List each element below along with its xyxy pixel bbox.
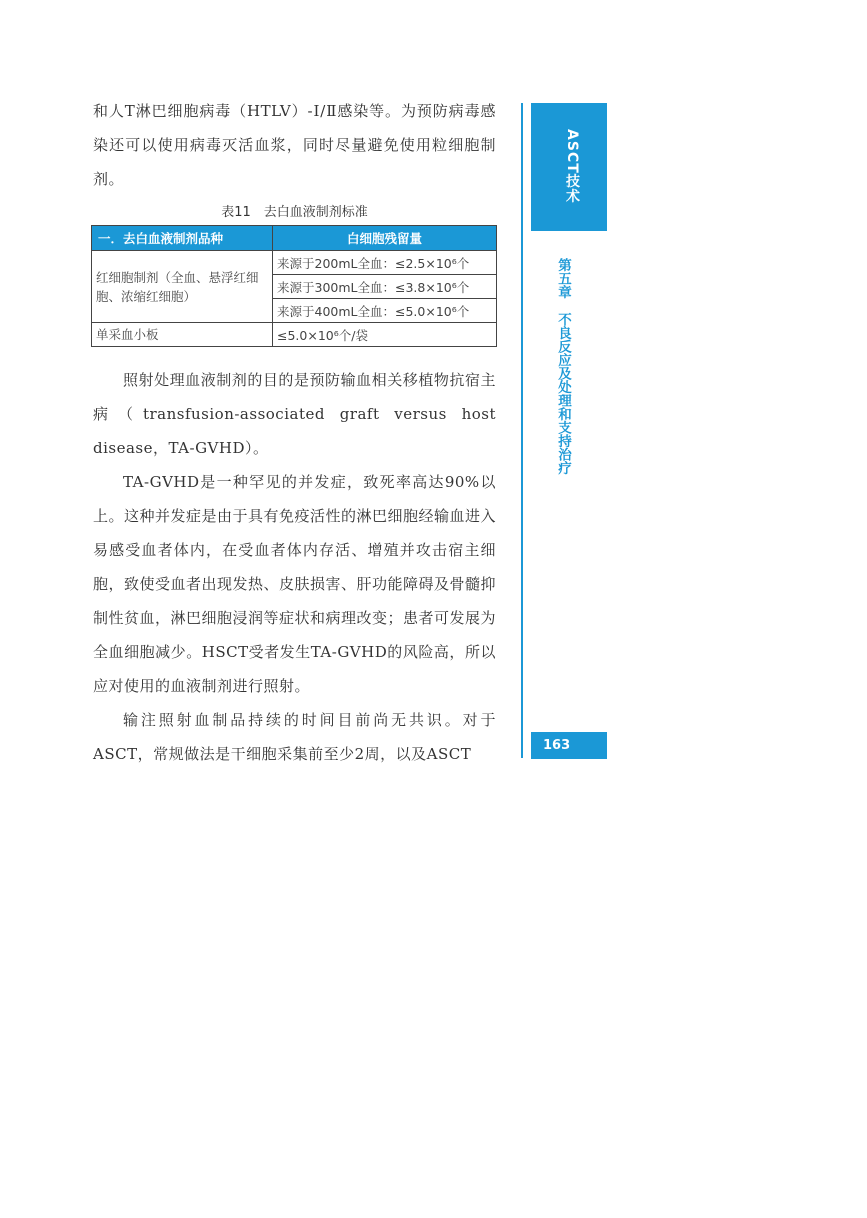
section-tab	[531, 103, 607, 231]
intro-paragraph-text: 和人T淋巴细胞病毒（HTLV）-Ⅰ/Ⅱ感染等。为预防病毒感染还可以使用病毒灭活血浆，同时尽量避免使用粒细胞制剂。	[93, 102, 496, 188]
header-category: 一．去白血液制剂品种	[92, 226, 273, 251]
body-text	[93, 363, 496, 771]
chapter-title: 不良反应及处理和支持治疗	[555, 312, 571, 475]
intro-paragraph	[93, 94, 496, 196]
row2-category: 单采血小板	[92, 323, 273, 347]
table-caption: 表11 去白血液制剂标准	[221, 205, 368, 220]
sidebar-divider	[521, 103, 523, 758]
row2-value: ≤5.0×10⁶个/袋	[273, 323, 497, 347]
section-title: ASCT技术	[564, 129, 580, 204]
paragraph-irradiation: 照射处理血液制剂的目的是预防输血相关移植物抗宿主病（transfusion-associated graft versus host disease，TA-GVHD）。	[93, 371, 496, 457]
paragraph-ta-gvhd: TA-GVHD是一种罕见的并发症，致死率高达90%以上。这种并发症是由于具有免疫活性的淋巴细胞经输血进入易感受血者体内，在受血者体内存活、增殖并攻击宿主细胞，致使受血者出现发热、皮肤损害、肝功能障碍及骨髓抑制性贫血，淋巴细胞浸润等症状和病理改变；患者可发展为全血细胞减少。HSCT受者发生TA-GVHD的风险高，所以应对使用的血液制剂进行照射。	[93, 473, 497, 695]
paragraph-infusion: 输注照射血制品持续的时间目前尚无共识。对于ASCT，常规做法是干细胞采集前至少2周，以及ASCT	[93, 711, 496, 763]
leukoreduced-blood-table	[91, 225, 497, 347]
page-number: 163	[531, 732, 607, 759]
chapter-heading	[555, 258, 571, 475]
row1-category: 红细胞制剂（全血、悬浮红细胞、浓缩红细胞）	[92, 251, 273, 323]
row1-value-1: 来源于200mL全血：≤2.5×10⁶个	[273, 251, 497, 275]
header-value: 白细胞残留量	[273, 226, 497, 251]
row1-value-3: 来源于400mL全血：≤5.0×10⁶个	[273, 299, 497, 323]
table-row	[92, 251, 497, 275]
chapter-number: 第五章	[555, 258, 571, 299]
row1-value-2: 来源于300mL全血：≤3.8×10⁶个	[273, 275, 497, 299]
table-header-row	[92, 226, 497, 251]
table-row	[92, 323, 497, 347]
